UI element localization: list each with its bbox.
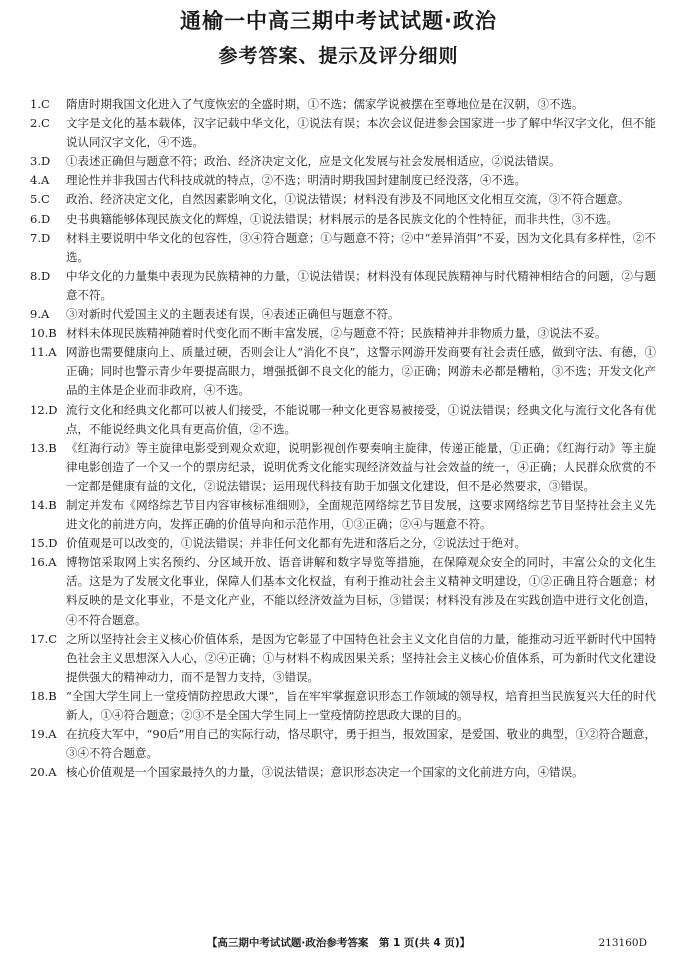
footer-doc-code: 213160D bbox=[598, 937, 647, 949]
answer-number: 3.D bbox=[30, 154, 51, 169]
answer-number: 12.D bbox=[30, 402, 58, 417]
answer-explanation: 博物馆采取网上实名预约、分区域开放、语音讲解和数字导览等措施，在保障观众安全的同时，丰富公众的文化生活。这是为了发展文化事业，保障人们基本文化权益，有利于推动社会主义精神文明建设，①②正确且符合题意；材料反映的是文化事业，不是文化产业，不能以经济效益为目标，③错误；材料没有涉及在实践创造中进行文化创造，④不符合题意。 bbox=[66, 555, 656, 627]
answer-number: 13.B bbox=[30, 440, 57, 455]
answer-item bbox=[30, 95, 656, 114]
answer-explanation: 材料未体现民族精神随着时代变化而不断丰富发展，②与题意不符；民族精神并非物质力量，③说法不妥。 bbox=[66, 326, 607, 341]
footer-page-info: 【高三期中考试试题·政治参考答案 第 1 页(共 4 页)】 bbox=[206, 937, 471, 949]
answer-number: 19.A bbox=[30, 727, 57, 742]
answer-item bbox=[30, 210, 656, 229]
answer-item bbox=[30, 553, 656, 629]
answer-explanation: ①表述正确但与题意不符；政治、经济决定文化，应是文化发展与社会发展相适应，②说法错误。 bbox=[66, 154, 561, 169]
answer-item bbox=[30, 229, 656, 267]
answer-item bbox=[30, 152, 656, 171]
answer-item bbox=[30, 114, 656, 152]
answer-number: 17.C bbox=[30, 631, 58, 646]
answer-explanation: 制定并发布《网络综艺节目内容审核标准细则》，全面规范网络综艺节目发展，这要求网络综艺节目坚持社会主义先进文化的前进方向，发挥正确的价值导向和示范作用，①③正确；②④与题意不符。 bbox=[66, 497, 656, 532]
answer-explanation: 材料主要说明中华文化的包容性，③④符合题意；①与题意不符；②中“差异消弭”不妥，因为文化具有多样性，②不选。 bbox=[66, 230, 656, 264]
answer-item bbox=[30, 343, 656, 400]
answer-number: 5.C bbox=[30, 192, 50, 207]
answer-list bbox=[30, 95, 656, 782]
answer-explanation: 在抗疫大军中，“90后”用自己的实际行动，恪尽职守，勇于担当，报效国家，是爱国、敬业的典型，①②符合题意，③④不符合题意。 bbox=[66, 727, 656, 761]
answer-explanation: 理论性并非我国古代科技成就的特点，②不选；明清时期我国封建制度已经没落，④不选。 bbox=[66, 173, 526, 188]
answer-explanation: 核心价值观是一个国家最持久的力量，③说法错误；意识形态决定一个国家的文化前进方向，④错误。 bbox=[66, 765, 584, 780]
answer-item bbox=[30, 267, 656, 305]
answer-explanation: 价值观是可以改变的，①说法错误；并非任何文化都有先进和落后之分，②说法过于绝对。 bbox=[66, 536, 526, 551]
answer-item bbox=[30, 324, 656, 343]
answer-item bbox=[30, 534, 656, 553]
answer-number: 14.B bbox=[30, 497, 57, 512]
page-subtitle: 参考答案、提示及评分细则 bbox=[218, 45, 459, 67]
answer-item bbox=[30, 190, 656, 209]
answer-number: 1.C bbox=[30, 97, 50, 111]
answer-explanation: 中华文化的力量集中表现为民族精神的力量，①说法错误；材料没有体现民族精神与时代精神相结合的问题，②与题意不符。 bbox=[66, 268, 656, 302]
answer-explanation: 史书典籍能够体现民族文化的辉煌，①说法错误；材料展示的是各民族文化的个性特征，而非共性，③不选。 bbox=[66, 211, 618, 226]
answer-explanation: 流行文化和经典文化都可以被人们接受，不能说哪一种文化更容易被接受，①说法错误；经典文化与流行文化各有优点，不能说经典文化具有更高价值，②不选。 bbox=[66, 402, 656, 436]
answer-number: 10.B bbox=[30, 326, 57, 341]
answer-explanation: 《红海行动》等主旋律电影受到观众欢迎，说明影视创作要奏响主旋律，传递正能量，①正确；《红海行动》等主旋律电影创造了一个又一个的票房纪录，说明优秀文化能实现经济效益与社会效益的统一，④正确；人民群众欣赏的不一定都是健康有益的文化，②说法错误；运用现代科技有助于加强文化建设，但不是必然要求，③错误。 bbox=[66, 440, 656, 493]
answer-item bbox=[30, 401, 656, 439]
answer-number: 15.D bbox=[30, 536, 58, 551]
answer-item bbox=[30, 439, 656, 496]
answer-number: 6.D bbox=[30, 211, 51, 226]
answer-explanation: 网游也需要健康向上、质量过硬，否则会让人“消化不良”，这警示网游开发商要有社会责任感，做到守法、有德，①正确；同时也警示青少年要提高眼力，增强抵御不良文化的能力，②正确；网游未必都是糟粕，③不选；开发文化产品的主体是企业而非政府，④不选。 bbox=[66, 345, 656, 398]
answer-number: 4.A bbox=[30, 173, 50, 188]
answer-explanation: 文字是文化的基本载体，汉字记载中华文化，①说法有误；本次会议促进参会国家进一步了解中华汉字文化，但不能说认同汉字文化，④不选。 bbox=[66, 116, 656, 150]
answer-explanation: 之所以坚持社会主义核心价值体系，是因为它彰显了中国特色社会主义文化自信的力量，能推动习近平新时代中国特色社会主义思想深入人心，②④正确；①与材料不构成因果关系；坚持社会主义核心价值体系，可为新时代文化建设提供强大的精神动力，而不是智力支持，③错误。 bbox=[66, 631, 656, 684]
answer-number: 18.B bbox=[30, 688, 57, 703]
answer-item bbox=[30, 496, 656, 534]
answer-explanation: 政治、经济决定文化，自然因素影响文化，①说法错误；材料没有涉及不同地区文化相互交流，③不符合题意。 bbox=[66, 192, 630, 207]
answer-number: 7.D bbox=[30, 230, 51, 245]
answer-item bbox=[30, 630, 656, 687]
answer-number: 8.D bbox=[30, 268, 51, 283]
page-title: 通榆一中高三期中考试试题·政治 bbox=[180, 9, 497, 33]
answer-number: 20.A bbox=[30, 765, 57, 780]
answer-number: 2.C bbox=[30, 116, 50, 131]
answer-number: 11.A bbox=[30, 345, 57, 360]
answer-explanation: “全国大学生同上一堂疫情防控思政大课”，旨在牢牢掌握意识形态工作领域的领导权，培育担当民族复兴大任的时代新人，①④符合题意；②③不是全国大学生同上一堂疫情防控思政大课的目的。 bbox=[66, 688, 656, 722]
answer-explanation: 隋唐时期我国文化进入了气度恢宏的全盛时期，①不选；儒家学说被摆在至尊地位是在汉朝，③不选。 bbox=[66, 97, 584, 111]
answer-item bbox=[30, 687, 656, 725]
answer-item bbox=[30, 725, 656, 763]
answer-item bbox=[30, 763, 656, 782]
answer-number: 9.A bbox=[30, 307, 50, 322]
answer-item bbox=[30, 171, 656, 190]
answer-explanation: ③对新时代爱国主义的主题表述有误，④表述正确但与题意不符。 bbox=[66, 307, 400, 322]
answer-number: 16.A bbox=[30, 555, 57, 570]
answer-item bbox=[30, 305, 656, 324]
